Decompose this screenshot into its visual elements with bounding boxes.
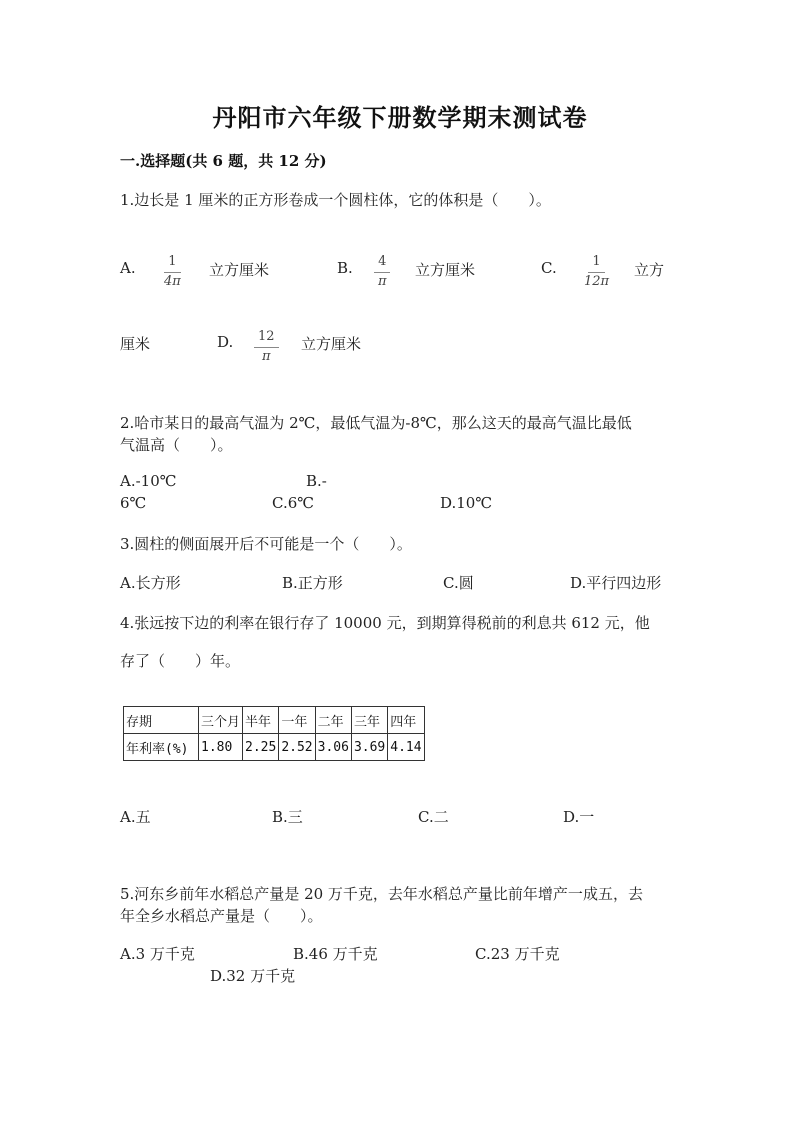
- q1-option-b-fraction: [374, 250, 391, 290]
- q5-option-a: A.3 万千克: [120, 945, 195, 963]
- q1-option-c-letter: C.: [541, 259, 557, 277]
- page-title: 丹阳市六年级下册数学期末测试卷: [212, 103, 588, 132]
- question-2-line2: 气温高（ ）。: [120, 436, 233, 454]
- q3-option-b: B.正方形: [282, 574, 343, 592]
- table-cell: 年利率(%): [124, 734, 199, 761]
- question-5-line2: 年全乡水稻总产量是（ ）。: [120, 907, 323, 925]
- q4-option-a: A.五: [120, 808, 151, 826]
- q2-option-b-part2: 6℃: [120, 494, 147, 512]
- q3-option-a: A.长方形: [120, 574, 181, 592]
- question-1-text: 1.边长是 1 厘米的正方形卷成一个圆柱体，它的体积是（ ）。: [120, 191, 551, 209]
- table-cell: 四年: [388, 707, 424, 734]
- table-cell: 1.80: [199, 734, 243, 761]
- table-cell: 一年: [279, 707, 315, 734]
- table-cell: 三年: [351, 707, 387, 734]
- q1-option-c-fraction: [580, 250, 613, 290]
- table-cell: 3.06: [315, 734, 351, 761]
- q1-option-b-unit: 立方厘米: [415, 261, 476, 279]
- table-header-row: [124, 707, 425, 734]
- fraction-numerator: 4: [374, 255, 390, 273]
- table-cell: 二年: [315, 707, 351, 734]
- table-cell: 存期: [124, 707, 199, 734]
- fraction-numerator: 1: [588, 255, 604, 273]
- fraction-denominator: 4π: [164, 273, 181, 289]
- table-row: [124, 734, 425, 761]
- q2-option-b-part1: B.-: [306, 472, 327, 490]
- table-cell: 4.14: [388, 734, 424, 761]
- q1-option-a-fraction: [160, 250, 185, 290]
- q2-option-d: D.10℃: [440, 494, 493, 512]
- q1-option-d-letter: D.: [217, 333, 234, 351]
- table-cell: 2.52: [279, 734, 315, 761]
- question-4-line2: 存了（ ）年。: [120, 652, 241, 670]
- q1-option-d-fraction: [254, 325, 279, 365]
- q3-option-c: C.圆: [443, 574, 474, 592]
- q1-option-c-unit-wrap: 厘米: [120, 335, 151, 353]
- question-5-line1: 5.河东乡前年水稻总产量是 20 万千克，去年水稻总产量比前年增产一成五，去: [120, 885, 643, 903]
- q1-option-c-unit: 立方: [634, 261, 665, 279]
- question-3-text: 3.圆柱的侧面展开后不可能是一个（ ）。: [120, 535, 412, 553]
- fraction-denominator: 12π: [584, 273, 610, 289]
- interest-rate-table: [123, 706, 425, 761]
- fraction-denominator: π: [262, 348, 271, 364]
- q5-option-d: D.32 万千克: [210, 967, 296, 985]
- q1-option-d-unit: 立方厘米: [301, 335, 362, 353]
- q1-option-a-unit: 立方厘米: [209, 261, 270, 279]
- q1-option-a-letter: A.: [120, 259, 136, 277]
- q1-option-b-letter: B.: [337, 259, 353, 277]
- q5-option-c: C.23 万千克: [475, 945, 560, 963]
- table-cell: 3.69: [351, 734, 387, 761]
- table-cell: 2.25: [243, 734, 279, 761]
- q3-option-d: D.平行四边形: [570, 574, 662, 592]
- fraction-denominator: π: [378, 273, 387, 289]
- fraction-numerator: 12: [254, 330, 279, 348]
- table-cell: 半年: [243, 707, 279, 734]
- q4-option-d: D.一: [563, 808, 595, 826]
- q5-option-b: B.46 万千克: [293, 945, 378, 963]
- q4-option-b: B.三: [272, 808, 303, 826]
- fraction-numerator: 1: [164, 255, 180, 273]
- question-4-line1: 4.张远按下边的利率在银行存了 10000 元，到期算得税前的利息共 612 元，他: [120, 614, 650, 632]
- section-heading: 一.选择题(共 6 题，共 12 分): [120, 152, 327, 170]
- table-cell: 三个月: [199, 707, 243, 734]
- q2-option-a: A.-10℃: [120, 472, 177, 490]
- question-2-line1: 2.哈市某日的最高气温为 2℃，最低气温为-8℃，那么这天的最高气温比最低: [120, 414, 632, 432]
- q2-option-c: C.6℃: [272, 494, 315, 512]
- q4-option-c: C.二: [418, 808, 449, 826]
